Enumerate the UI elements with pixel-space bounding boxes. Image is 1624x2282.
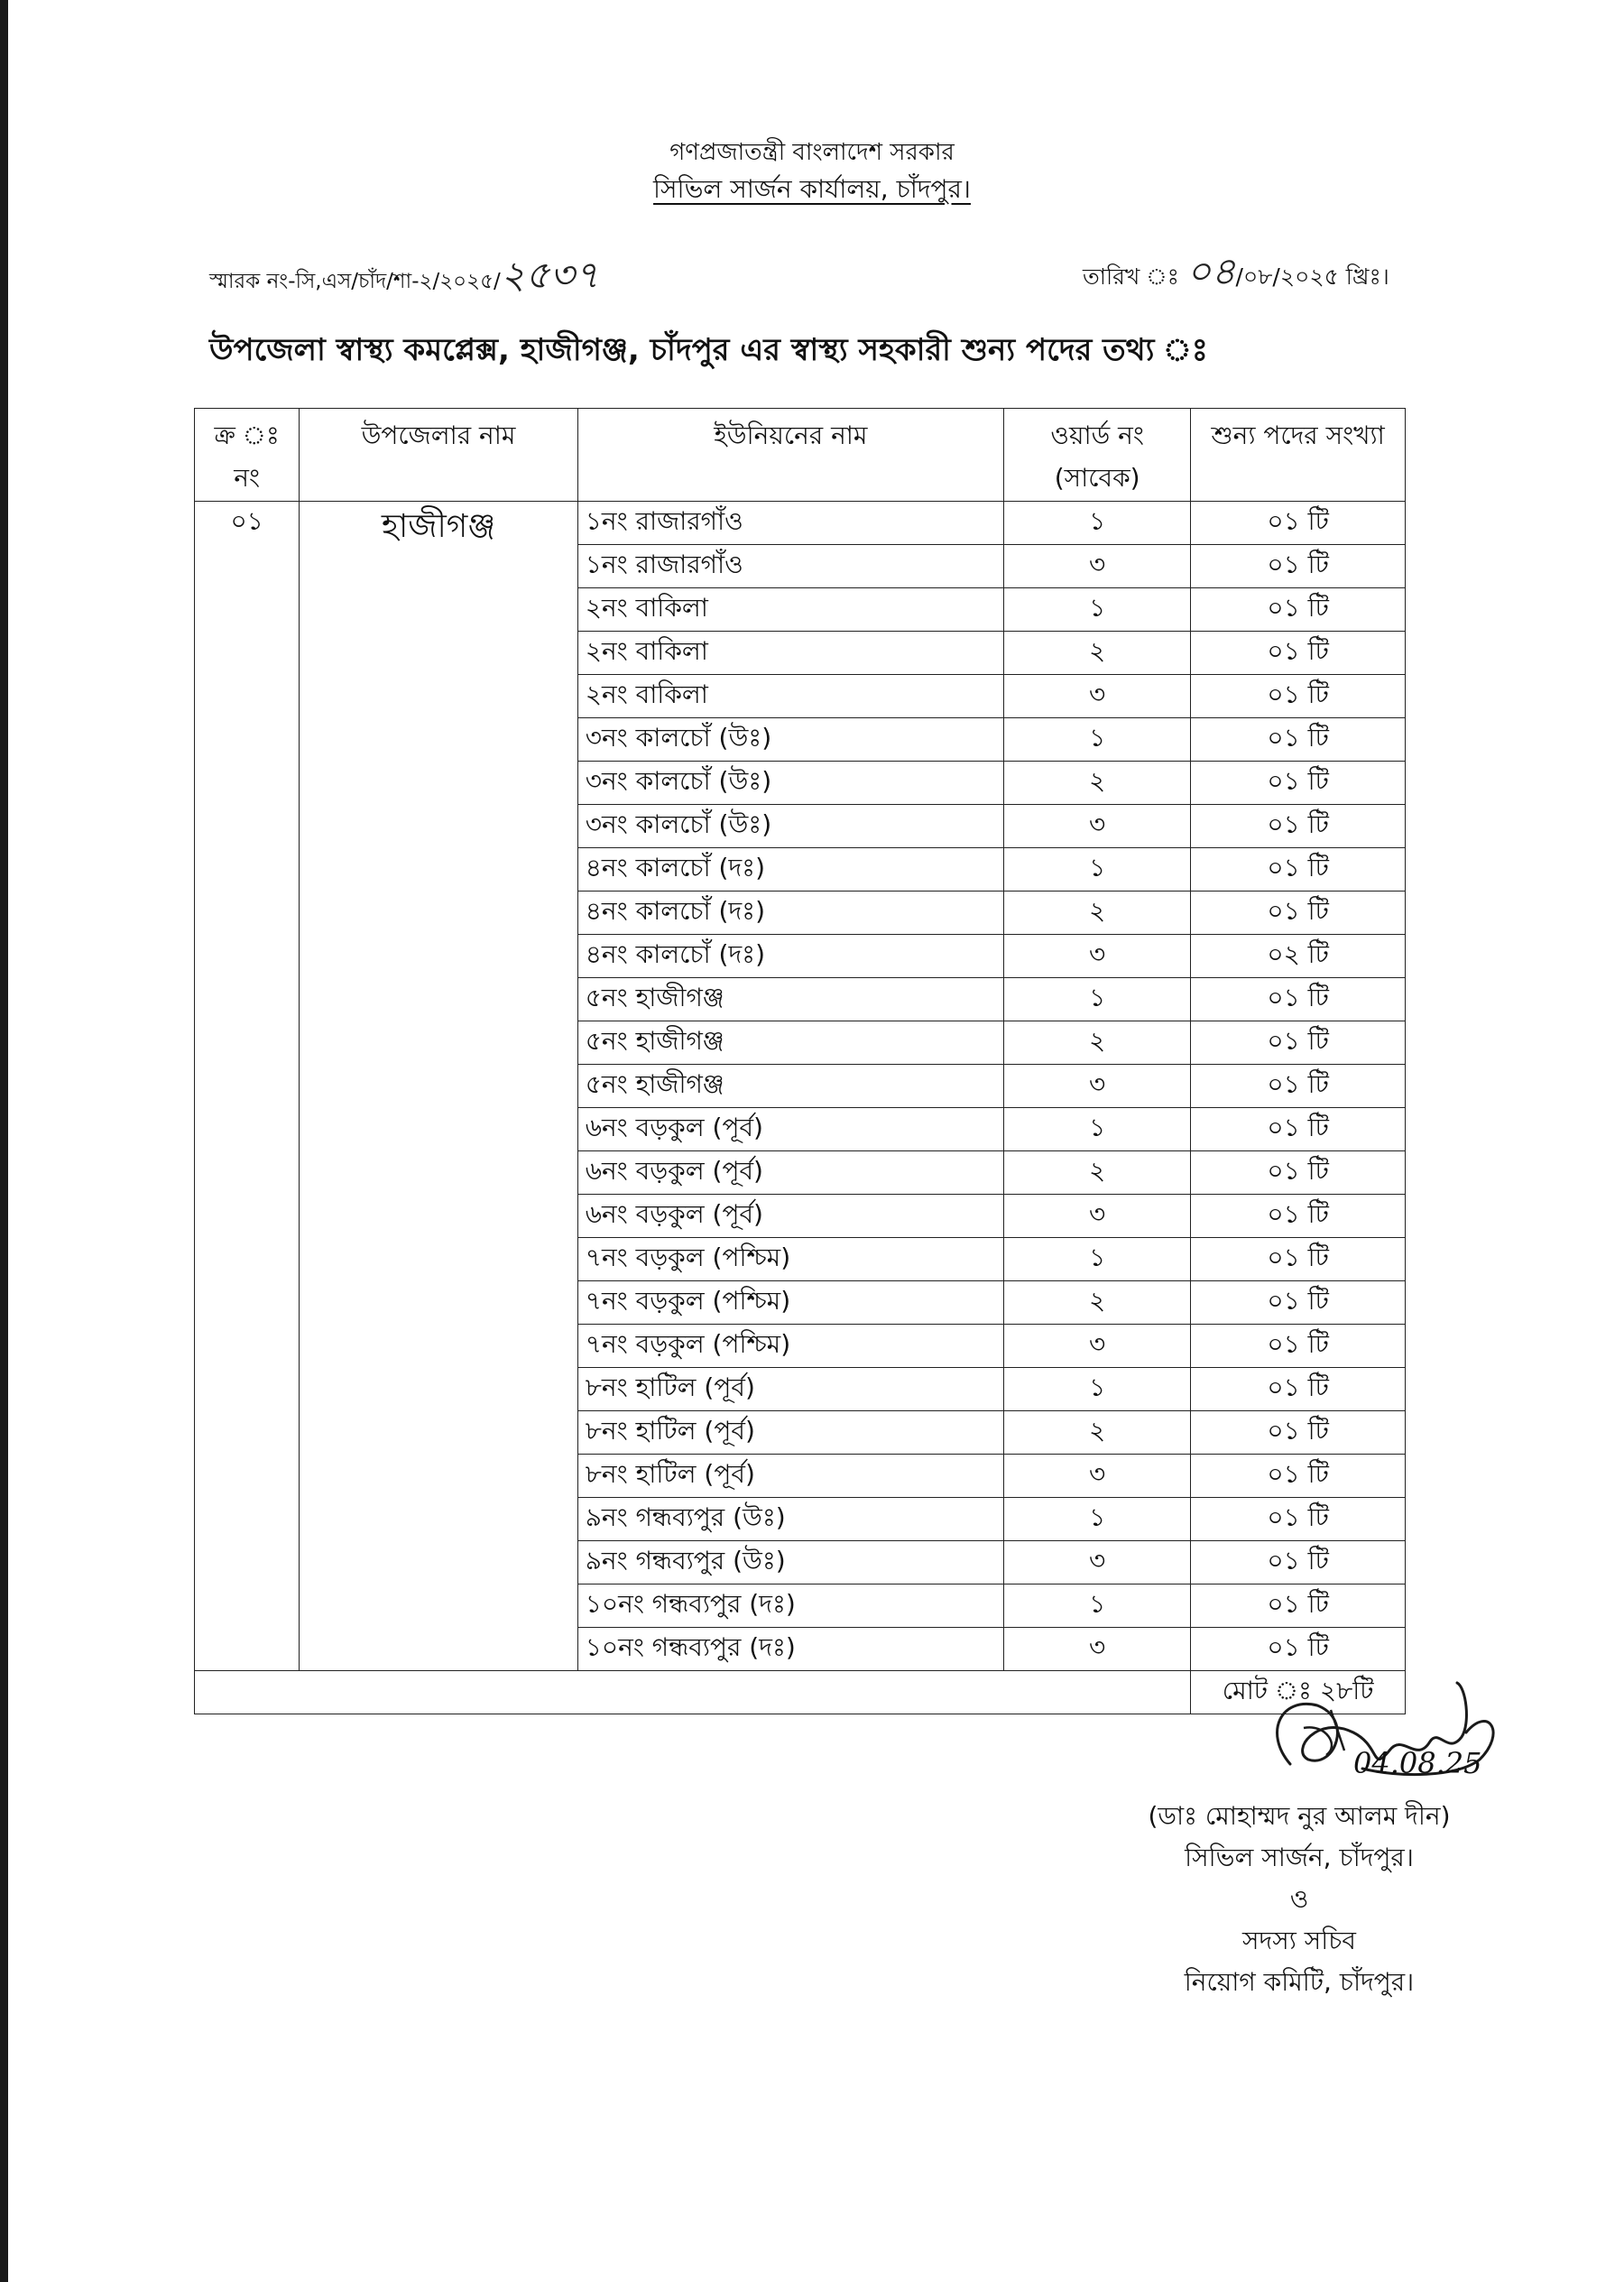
vacancy-cell: ০১ টি <box>1191 1541 1406 1584</box>
vacancy-cell: ০১ টি <box>1191 1021 1406 1065</box>
union-cell: ৮নং হাটিল (পূর্ব) <box>577 1455 1003 1498</box>
union-cell: ৪নং কালচোঁ (দঃ) <box>577 935 1003 978</box>
vacancy-cell: ০১ টি <box>1191 502 1406 545</box>
union-cell: ১০নং গন্ধব্যপুর (দঃ) <box>577 1584 1003 1628</box>
vacancy-cell: ০১ টি <box>1191 632 1406 675</box>
table-header-row <box>195 409 1406 502</box>
ward-cell: ১ <box>1004 1498 1191 1541</box>
union-cell: ৩নং কালচোঁ (উঃ) <box>577 762 1003 805</box>
ward-cell: ৩ <box>1004 675 1191 718</box>
vacancy-cell: ০১ টি <box>1191 1584 1406 1628</box>
vacancy-cell: ০১ টি <box>1191 1455 1406 1498</box>
total-cell: মোট ঃ ২৮টি <box>1191 1671 1406 1714</box>
total-row <box>195 1671 1406 1714</box>
vacancy-cell: ০১ টি <box>1191 892 1406 935</box>
vacancy-cell: ০১ টি <box>1191 675 1406 718</box>
ward-cell: ২ <box>1004 1411 1191 1455</box>
union-cell: ৭নং বড়কুল (পশ্চিম) <box>577 1325 1003 1368</box>
vacancy-cell: ০১ টি <box>1191 805 1406 848</box>
signatory-name: (ডাঃ মোহাম্মদ নুর আলম দীন) <box>1148 1801 1451 1831</box>
header-upazila: উপজেলার নাম <box>300 409 577 502</box>
ward-cell: ১ <box>1004 978 1191 1021</box>
ward-cell: ৩ <box>1004 1325 1191 1368</box>
upazila-cell: হাজীগঞ্জ <box>300 502 577 1671</box>
ward-cell: ১ <box>1004 848 1191 892</box>
union-cell: ৪নং কালচোঁ (দঃ) <box>577 892 1003 935</box>
office-name: সিভিল সার্জন কার্যালয়, চাঁদপুর। <box>653 174 971 204</box>
vacancy-cell: ০১ টি <box>1191 1238 1406 1281</box>
vacancy-cell: ০১ টি <box>1191 1065 1406 1108</box>
ward-cell: ২ <box>1004 762 1191 805</box>
union-cell: ১নং রাজারগাঁও <box>577 545 1003 588</box>
signatory-committee: নিয়োগ কমিটি, চাঁদপুর। <box>1184 1967 1415 1997</box>
union-cell: ৭নং বড়কুল (পশ্চিম) <box>577 1238 1003 1281</box>
subject-line: উপজেলা স্বাস্থ্য কমপ্লেক্স, হাজীগঞ্জ, চাঁদপুর এর স্বাস্থ্য সহকারী শুন্য পদের তথ্য ঃ <box>209 332 1208 368</box>
ward-cell: ৩ <box>1004 545 1191 588</box>
ward-cell: ৩ <box>1004 1455 1191 1498</box>
union-cell: ৬নং বড়কুল (পূর্ব) <box>577 1108 1003 1151</box>
signatory-title: সিভিল সার্জন, চাঁদপুর। <box>1185 1843 1414 1872</box>
vacancy-cell: ০১ টি <box>1191 718 1406 762</box>
ward-cell: ১ <box>1004 588 1191 632</box>
ward-cell: ৩ <box>1004 1065 1191 1108</box>
header-ward: ওয়ার্ড নং (সাবেক) <box>1004 409 1191 502</box>
union-cell: ২নং বাকিলা <box>577 675 1003 718</box>
union-cell: ৮নং হাটিল (পূর্ব) <box>577 1411 1003 1455</box>
table-row <box>195 502 1406 545</box>
union-cell: ৯নং গন্ধব্যপুর (উঃ) <box>577 1541 1003 1584</box>
ward-cell: ১ <box>1004 1368 1191 1411</box>
union-cell: ৭নং বড়কুল (পশ্চিম) <box>577 1281 1003 1325</box>
vacancy-cell: ০১ টি <box>1191 1195 1406 1238</box>
vacancy-cell: ০১ টি <box>1191 1108 1406 1151</box>
union-cell: ১নং রাজারগাঁও <box>577 502 1003 545</box>
vacancy-table <box>194 408 1406 1714</box>
ward-cell: ১ <box>1004 1584 1191 1628</box>
union-cell: ৬নং বড়কুল (পূর্ব) <box>577 1195 1003 1238</box>
date-suffix: /০৮/২০২৫ খ্রিঃ। <box>1235 263 1389 290</box>
vacancy-cell: ০১ টি <box>1191 545 1406 588</box>
union-cell: ৫নং হাজীগঞ্জ <box>577 978 1003 1021</box>
union-cell: ৬নং বড়কুল (পূর্ব) <box>577 1151 1003 1195</box>
total-spacer <box>195 1671 1191 1714</box>
header-vacancies: শুন্য পদের সংখ্যা <box>1191 409 1406 502</box>
vacancy-cell: ০১ টি <box>1191 1151 1406 1195</box>
union-cell: ৫নং হাজীগঞ্জ <box>577 1021 1003 1065</box>
vacancy-cell: ০১ টি <box>1191 588 1406 632</box>
union-cell: ২নং বাকিলা <box>577 588 1003 632</box>
ward-cell: ৩ <box>1004 935 1191 978</box>
table-body <box>195 502 1406 1714</box>
ward-cell: ১ <box>1004 718 1191 762</box>
ward-cell: ২ <box>1004 892 1191 935</box>
vacancy-cell: ০১ টি <box>1191 1498 1406 1541</box>
serial-cell: ০১ <box>195 502 300 1671</box>
ward-cell: ২ <box>1004 1021 1191 1065</box>
vacancy-cell: ০১ টি <box>1191 1368 1406 1411</box>
issue-date <box>1083 242 1389 306</box>
vacancy-cell: ০১ টি <box>1191 762 1406 805</box>
ward-cell: ১ <box>1004 1238 1191 1281</box>
date-handwritten-day: ০৪ <box>1186 249 1236 293</box>
memo-prefix: স্মারক নং-সি,এস/চাঁদ/শা-২/২০২৫/ <box>209 270 501 293</box>
government-name: গণপ্রজাতন্ত্রী বাংলাদেশ সরকার <box>669 139 955 166</box>
vacancy-cell: ০১ টি <box>1191 1628 1406 1671</box>
ward-cell: ৩ <box>1004 1628 1191 1671</box>
ward-cell: ২ <box>1004 1281 1191 1325</box>
union-cell: ৯নং গন্ধব্যপুর (উঃ) <box>577 1498 1003 1541</box>
vacancy-cell: ০১ টি <box>1191 1411 1406 1455</box>
vacancy-cell: ০১ টি <box>1191 978 1406 1021</box>
union-cell: ৩নং কালচোঁ (উঃ) <box>577 718 1003 762</box>
ward-cell: ২ <box>1004 1151 1191 1195</box>
memo-number <box>209 245 599 310</box>
ward-cell: ৩ <box>1004 1195 1191 1238</box>
header-serial: ক্র ঃ নং <box>195 409 300 502</box>
vacancy-cell: ০১ টি <box>1191 848 1406 892</box>
union-cell: ৮নং হাটিল (পূর্ব) <box>577 1368 1003 1411</box>
ward-cell: ২ <box>1004 632 1191 675</box>
signatory-block <box>1083 1796 1516 2003</box>
union-cell: ৫নং হাজীগঞ্জ <box>577 1065 1003 1108</box>
date-prefix: তারিখ ঃ <box>1083 263 1179 290</box>
signatory-role: সদস্য সচিব <box>1242 1926 1356 1955</box>
ward-cell: ৩ <box>1004 1541 1191 1584</box>
signature-date: 04.08.25 <box>1353 1746 1482 1780</box>
ward-cell: ৩ <box>1004 805 1191 848</box>
memo-handwritten-number: ২৫৩৭ <box>500 253 599 297</box>
union-cell: ৪নং কালচোঁ (দঃ) <box>577 848 1003 892</box>
ward-cell: ১ <box>1004 502 1191 545</box>
header-union: ইউনিয়নের নাম <box>577 409 1003 502</box>
signatory-conjunction: ও <box>1289 1884 1309 1914</box>
scan-edge <box>0 0 8 2282</box>
union-cell: ২নং বাকিলা <box>577 632 1003 675</box>
vacancy-cell: ০১ টি <box>1191 1325 1406 1368</box>
union-cell: ১০নং গন্ধব্যপুর (দঃ) <box>577 1628 1003 1671</box>
vacancy-cell: ০১ টি <box>1191 1281 1406 1325</box>
union-cell: ৩নং কালচোঁ (উঃ) <box>577 805 1003 848</box>
ward-cell: ১ <box>1004 1108 1191 1151</box>
vacancy-cell: ০২ টি <box>1191 935 1406 978</box>
